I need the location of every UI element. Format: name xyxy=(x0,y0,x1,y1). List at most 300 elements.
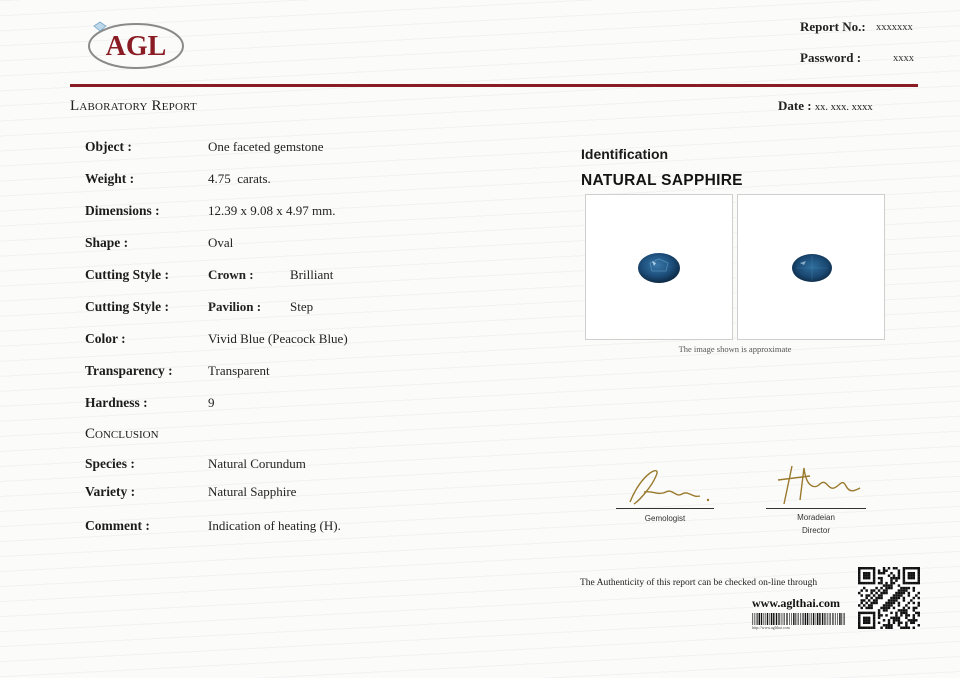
barcode-text: http://www.aglthai.com xyxy=(752,625,790,630)
qr-cell xyxy=(865,627,867,629)
qr-cell xyxy=(918,574,920,576)
qr-cell xyxy=(873,599,875,601)
website-url[interactable]: www.aglthai.com xyxy=(752,596,840,610)
qr-cell xyxy=(913,572,915,574)
qr-cell xyxy=(880,627,882,629)
qr-cell xyxy=(863,587,865,589)
qr-cell xyxy=(895,579,897,581)
qr-cell xyxy=(858,574,860,576)
qr-cell xyxy=(900,612,902,614)
barcode-bar xyxy=(813,613,814,625)
shape-label: Shape : xyxy=(85,235,129,250)
color-value: Vivid Blue (Peacock Blue) xyxy=(208,331,348,346)
qr-cell xyxy=(905,567,907,569)
qr-cell xyxy=(863,572,865,574)
qr-cell xyxy=(863,582,865,584)
qr-cell xyxy=(863,612,865,614)
barcode-bar xyxy=(824,613,825,625)
qr-cell xyxy=(895,567,897,569)
qr-cell xyxy=(873,617,875,619)
qr-cell xyxy=(880,594,882,596)
qr-cell xyxy=(918,614,920,616)
barcode-bar xyxy=(779,613,780,625)
qr-cell xyxy=(890,602,892,604)
shape-value: Oval xyxy=(208,235,234,250)
qr-cell xyxy=(893,567,895,569)
qr-cell xyxy=(873,582,875,584)
barcode-bar xyxy=(795,613,796,625)
qr-cell xyxy=(893,582,895,584)
qr-cell xyxy=(885,592,887,594)
qr-cell xyxy=(888,627,890,629)
qr-cell xyxy=(858,612,860,614)
qr-cell xyxy=(893,602,895,604)
qr-cell xyxy=(908,592,910,594)
object-label: Object : xyxy=(85,139,132,154)
qr-cell xyxy=(910,577,912,579)
weight-label: Weight : xyxy=(85,171,135,186)
qr-cell xyxy=(898,617,900,619)
barcode-bar xyxy=(771,613,772,625)
qr-cell xyxy=(885,582,887,584)
qr-cell xyxy=(898,622,900,624)
qr-cell xyxy=(885,624,887,626)
qr-cell xyxy=(858,577,860,579)
qr-cell xyxy=(858,592,860,594)
barcode-icon xyxy=(752,613,846,625)
qr-cell xyxy=(858,604,860,606)
qr-cell xyxy=(913,609,915,611)
qr-cell xyxy=(915,582,917,584)
qr-cell xyxy=(870,604,872,606)
qr-cell xyxy=(898,604,900,606)
report-no-value: xxxxxxx xyxy=(876,22,913,33)
qr-cell xyxy=(860,627,862,629)
qr-cell xyxy=(870,607,872,609)
qr-cell xyxy=(888,602,890,604)
qr-cell xyxy=(863,574,865,576)
barcode-bar xyxy=(797,613,798,625)
conclusion-heading: Conclusion xyxy=(85,426,159,442)
qr-cell xyxy=(870,567,872,569)
barcode-bar xyxy=(822,613,823,625)
qr-cell xyxy=(905,617,907,619)
species-value: Natural Corundum xyxy=(208,456,306,471)
qr-cell xyxy=(898,574,900,576)
qr-cell xyxy=(900,587,902,589)
qr-cell xyxy=(865,617,867,619)
director-name: Moradeian xyxy=(797,513,835,522)
qr-cell xyxy=(890,627,892,629)
qr-cell xyxy=(863,622,865,624)
qr-cell xyxy=(895,619,897,621)
qr-cell xyxy=(918,577,920,579)
qr-cell xyxy=(863,567,865,569)
qr-cell xyxy=(865,594,867,596)
qr-cell xyxy=(873,577,875,579)
barcode-bar xyxy=(807,613,808,625)
qr-cell xyxy=(870,627,872,629)
qr-cell xyxy=(885,569,887,571)
qr-cell xyxy=(873,572,875,574)
report-no-label: Report No.: xyxy=(800,19,866,34)
qr-cell xyxy=(865,574,867,576)
barcode-bar xyxy=(778,613,779,625)
qr-cell xyxy=(858,624,860,626)
qr-cell xyxy=(913,619,915,621)
qr-cell xyxy=(903,612,905,614)
qr-cell xyxy=(905,624,907,626)
barcode-bar xyxy=(811,613,812,625)
hardness-value: 9 xyxy=(208,395,215,410)
identification-value: NATURAL SAPPHIRE xyxy=(581,172,743,189)
qr-cell xyxy=(898,619,900,621)
gemologist-signature xyxy=(622,462,714,510)
qr-cell xyxy=(858,569,860,571)
qr-cell xyxy=(918,567,920,569)
color-label: Color : xyxy=(85,331,126,346)
barcode-bar xyxy=(830,613,831,625)
qr-cell xyxy=(888,607,890,609)
qr-cell xyxy=(858,567,860,569)
qr-cell xyxy=(913,617,915,619)
qr-cell xyxy=(888,584,890,586)
qr-cell xyxy=(858,614,860,616)
qr-cell xyxy=(858,572,860,574)
qr-cell xyxy=(863,599,865,601)
qr-cell xyxy=(865,607,867,609)
qr-cell xyxy=(875,602,877,604)
qr-cell xyxy=(895,612,897,614)
qr-cell xyxy=(900,594,902,596)
qr-cell xyxy=(903,607,905,609)
qr-cell xyxy=(895,592,897,594)
barcode-bar xyxy=(787,613,788,625)
qr-cell xyxy=(905,589,907,591)
qr-cell xyxy=(870,612,872,614)
qr-cell xyxy=(885,614,887,616)
qr-cell xyxy=(878,617,880,619)
qr-cell xyxy=(900,589,902,591)
qr-cell xyxy=(875,599,877,601)
identification-label: Identification xyxy=(581,146,669,162)
qr-cell xyxy=(865,622,867,624)
barcode-bar xyxy=(784,613,785,625)
barcode-bar xyxy=(759,613,760,625)
qr-cell xyxy=(908,574,910,576)
qr-cell xyxy=(918,612,920,614)
qr-cell xyxy=(908,582,910,584)
qr-cell xyxy=(890,587,892,589)
comment-value: Indication of heating (H). xyxy=(208,518,341,533)
qr-cell xyxy=(888,622,890,624)
qr-cell xyxy=(870,597,872,599)
qr-cell xyxy=(903,597,905,599)
cutting-pavilion-label: Cutting Style : xyxy=(85,299,169,314)
qr-cell xyxy=(878,597,880,599)
barcode-bar xyxy=(781,613,782,625)
qr-cell xyxy=(918,569,920,571)
qr-cell xyxy=(870,589,872,591)
date-label: Date : xyxy=(778,98,812,113)
barcode-bar xyxy=(843,613,844,625)
barcode-bar xyxy=(757,613,758,625)
qr-code-icon[interactable] xyxy=(858,567,920,629)
qr-cell xyxy=(905,627,907,629)
qr-cell xyxy=(860,607,862,609)
qr-cell xyxy=(910,572,912,574)
qr-cell xyxy=(883,609,885,611)
qr-cell xyxy=(880,587,882,589)
gem-photo-front xyxy=(585,194,733,340)
qr-cell xyxy=(868,627,870,629)
barcode-bar xyxy=(791,613,792,625)
qr-cell xyxy=(873,602,875,604)
qr-cell xyxy=(903,609,905,611)
qr-cell xyxy=(893,599,895,601)
qr-cell xyxy=(858,582,860,584)
qr-cell xyxy=(885,602,887,604)
barcode-bar xyxy=(826,613,827,625)
barcode-bar xyxy=(789,613,790,625)
qr-cell xyxy=(888,624,890,626)
qr-cell xyxy=(860,594,862,596)
director-sign-line xyxy=(766,508,866,509)
qr-cell xyxy=(888,599,890,601)
qr-cell xyxy=(898,594,900,596)
qr-cell xyxy=(858,617,860,619)
gem-front-image xyxy=(636,251,682,285)
qr-cell xyxy=(883,572,885,574)
image-caption: The image shown is approximate xyxy=(678,344,792,354)
qr-cell xyxy=(895,594,897,596)
barcode-bar xyxy=(839,613,840,625)
qr-cell xyxy=(913,589,915,591)
barcode-bar xyxy=(835,613,836,625)
date-value: xx. xxx. xxxx xyxy=(814,102,873,113)
transparency-label: Transparency : xyxy=(85,363,173,378)
qr-cell xyxy=(905,622,907,624)
qr-cell xyxy=(915,607,917,609)
qr-cell xyxy=(908,594,910,596)
password-value: xxxx xyxy=(893,53,914,64)
qr-cell xyxy=(880,577,882,579)
qr-cell xyxy=(898,589,900,591)
barcode-bar xyxy=(805,613,806,625)
qr-cell xyxy=(890,599,892,601)
qr-cell xyxy=(873,567,875,569)
qr-cell xyxy=(905,582,907,584)
qr-cell xyxy=(885,589,887,591)
qr-cell xyxy=(878,614,880,616)
qr-cell xyxy=(875,597,877,599)
crown-sublabel: Crown : xyxy=(208,267,254,282)
qr-cell xyxy=(903,582,905,584)
qr-cell xyxy=(895,599,897,601)
qr-cell xyxy=(890,572,892,574)
qr-cell xyxy=(898,569,900,571)
qr-cell xyxy=(908,577,910,579)
variety-value: Natural Sapphire xyxy=(208,484,297,499)
qr-cell xyxy=(913,614,915,616)
director-title: Director xyxy=(801,526,830,535)
qr-cell xyxy=(873,579,875,581)
qr-cell xyxy=(858,619,860,621)
qr-cell xyxy=(863,577,865,579)
qr-cell xyxy=(873,614,875,616)
barcode-bar xyxy=(798,613,799,625)
qr-cell xyxy=(893,607,895,609)
qr-cell xyxy=(913,587,915,589)
qr-cell xyxy=(878,572,880,574)
qr-cell xyxy=(860,589,862,591)
pavilion-sublabel: Pavilion : xyxy=(208,299,262,314)
qr-cell xyxy=(890,582,892,584)
qr-cell xyxy=(885,607,887,609)
qr-cell xyxy=(903,567,905,569)
qr-cell xyxy=(880,582,882,584)
qr-cell xyxy=(870,592,872,594)
qr-cell xyxy=(918,582,920,584)
qr-cell xyxy=(883,592,885,594)
qr-cell xyxy=(868,604,870,606)
barcode-bar xyxy=(767,613,768,625)
qr-cell xyxy=(915,612,917,614)
dimensions-label: Dimensions : xyxy=(85,203,160,218)
qr-cell xyxy=(913,622,915,624)
qr-cell xyxy=(895,577,897,579)
qr-cell xyxy=(868,599,870,601)
qr-cell xyxy=(905,604,907,606)
qr-cell xyxy=(860,567,862,569)
barcode-bar xyxy=(837,613,838,625)
qr-cell xyxy=(860,602,862,604)
qr-cell xyxy=(888,604,890,606)
qr-cell xyxy=(898,592,900,594)
qr-cell xyxy=(873,619,875,621)
qr-cell xyxy=(903,574,905,576)
qr-cell xyxy=(865,582,867,584)
qr-cell xyxy=(868,594,870,596)
qr-cell xyxy=(918,572,920,574)
species-label: Species : xyxy=(85,456,135,471)
qr-cell xyxy=(868,582,870,584)
qr-cell xyxy=(870,602,872,604)
qr-cell xyxy=(908,607,910,609)
qr-cell xyxy=(875,587,877,589)
qr-cell xyxy=(873,612,875,614)
qr-cell xyxy=(918,592,920,594)
qr-cell xyxy=(880,579,882,581)
barcode-bar xyxy=(752,613,753,625)
qr-cell xyxy=(865,619,867,621)
qr-cell xyxy=(903,589,905,591)
qr-cell xyxy=(890,577,892,579)
qr-cell xyxy=(908,614,910,616)
qr-cell xyxy=(873,569,875,571)
qr-cell xyxy=(908,572,910,574)
qr-cell xyxy=(880,607,882,609)
qr-cell xyxy=(895,617,897,619)
dimensions-value: 12.39 x 9.08 x 4.97 mm. xyxy=(208,203,336,218)
variety-label: Variety : xyxy=(85,484,136,499)
qr-cell xyxy=(893,574,895,576)
qr-cell xyxy=(890,579,892,581)
qr-cell xyxy=(878,589,880,591)
qr-cell xyxy=(900,627,902,629)
barcode-bar xyxy=(844,613,845,625)
qr-cell xyxy=(918,624,920,626)
qr-cell xyxy=(895,597,897,599)
qr-cell xyxy=(880,572,882,574)
qr-cell xyxy=(900,614,902,616)
qr-cell xyxy=(858,627,860,629)
qr-cell xyxy=(915,619,917,621)
authenticity-note: The Authenticity of this report can be checked on-line through xyxy=(580,578,818,588)
qr-cell xyxy=(913,582,915,584)
gem-photo-back xyxy=(737,194,885,340)
qr-cell xyxy=(913,627,915,629)
qr-cell xyxy=(913,602,915,604)
qr-cell xyxy=(868,577,870,579)
qr-cell xyxy=(868,622,870,624)
qr-cell xyxy=(905,614,907,616)
date-field xyxy=(778,98,873,114)
qr-cell xyxy=(885,587,887,589)
qr-cell xyxy=(898,597,900,599)
barcode-bar xyxy=(827,613,828,625)
barcode-bar xyxy=(783,613,784,625)
qr-cell xyxy=(918,579,920,581)
barcode-bar xyxy=(816,613,817,625)
qr-cell xyxy=(888,567,890,569)
cutting-crown-label: Cutting Style : xyxy=(85,267,169,282)
qr-cell xyxy=(913,607,915,609)
object-value: One faceted gemstone xyxy=(208,139,324,154)
qr-cell xyxy=(908,567,910,569)
qr-cell xyxy=(868,617,870,619)
qr-cell xyxy=(883,569,885,571)
qr-cell xyxy=(905,587,907,589)
qr-cell xyxy=(875,592,877,594)
qr-cell xyxy=(885,609,887,611)
qr-cell xyxy=(865,597,867,599)
qr-cell xyxy=(878,612,880,614)
weight-value: 4.75 carats. xyxy=(208,171,271,186)
qr-cell xyxy=(863,619,865,621)
qr-cell xyxy=(898,609,900,611)
header-rule xyxy=(70,84,918,87)
barcode-bar xyxy=(829,613,830,625)
qr-cell xyxy=(908,619,910,621)
qr-cell xyxy=(865,567,867,569)
qr-cell xyxy=(883,607,885,609)
qr-cell xyxy=(918,602,920,604)
qr-cell xyxy=(873,589,875,591)
barcode-bar xyxy=(756,613,757,625)
qr-cell xyxy=(910,619,912,621)
qr-cell xyxy=(903,627,905,629)
qr-cell xyxy=(883,624,885,626)
barcode-bar xyxy=(761,613,762,625)
barcode-bar xyxy=(802,613,803,625)
qr-cell xyxy=(863,604,865,606)
qr-cell xyxy=(858,579,860,581)
qr-cell xyxy=(908,602,910,604)
qr-cell xyxy=(863,617,865,619)
qr-cell xyxy=(860,612,862,614)
barcode-bar xyxy=(765,613,766,625)
